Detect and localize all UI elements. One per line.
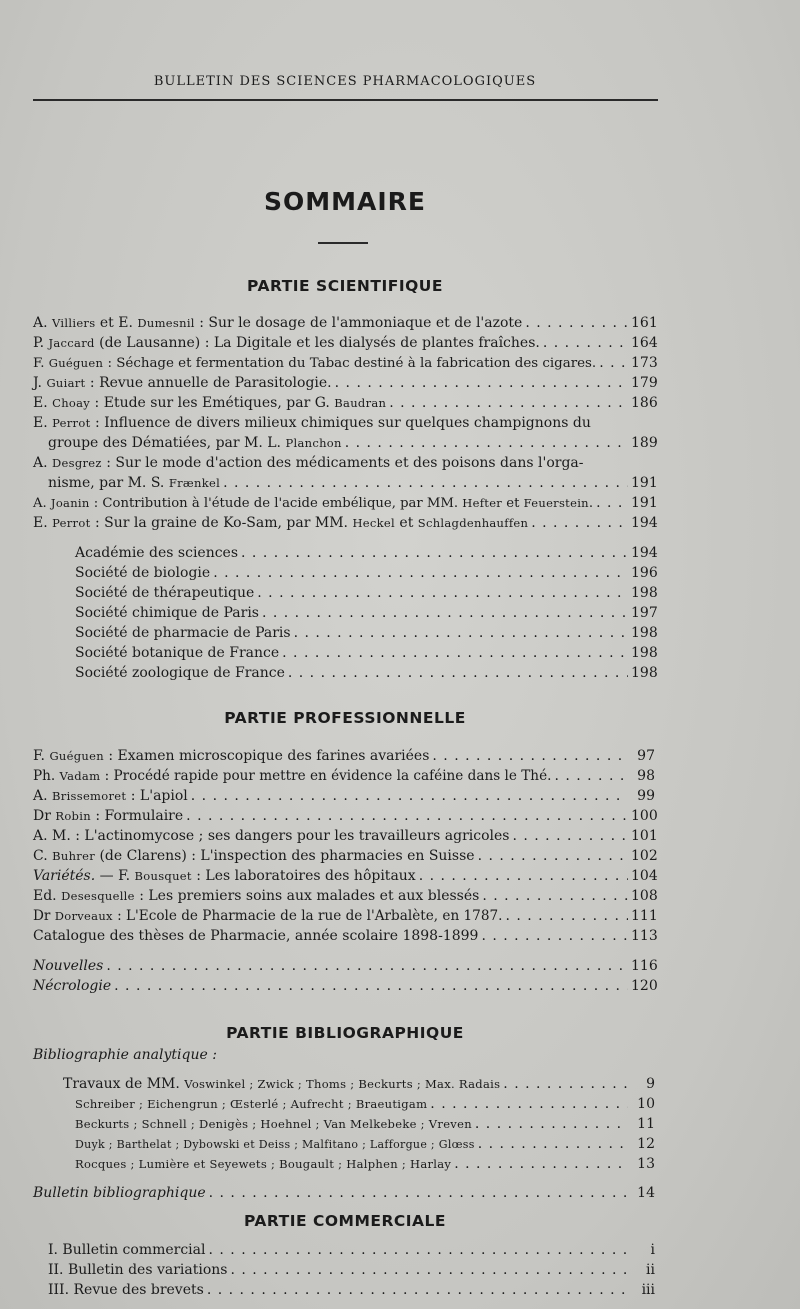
toc-entry-biblio: Travaux de MM. Voswinkel ; Zwick ; Thoms ; Beckurts ; Max. Radais . . . 9 (63, 1074, 655, 1094)
toc-entry: Ph. Vadam : Procédé rapide pour mettre en évidence la caféine dans le Thé. . . . 98 (33, 766, 655, 786)
toc-entry-bulletin-biblio: Bulletin bibliographique . . . 14 (33, 1183, 655, 1203)
toc-entry: A. M. : L'actinomycose ; ses dangers pour les travailleurs agricoles . . . 101 (33, 826, 655, 846)
toc-entry: J. Guiart : Revue annuelle de Parasitologie. . . . 179 (33, 373, 655, 393)
toc-entry-societe: Société de pharmacie de Paris . . . 198 (75, 623, 655, 643)
title-rule (318, 242, 368, 244)
toc-entry-societe: Société de thérapeutique . . . 198 (75, 583, 655, 603)
toc-entry: Variétés. — F. Bousquet : Les laboratoires des hôpitaux . . . 104 (33, 866, 655, 886)
page-title: SOMMAIRE (264, 187, 426, 216)
toc-entry: A. Joanin : Contribution à l'étude de l'acide embélique, par MM. Hefter et Feuerstein. . . . 191 (33, 493, 655, 514)
section-heading-professionnelle: PARTIE PROFESSIONNELLE (224, 709, 466, 727)
toc-entry-commerciale: I. Bulletin commercial . . . i (48, 1240, 655, 1260)
toc-entry-biblio: Beckurts ; Schnell ; Denigès ; Hoehnel ; Van Melkebeke ; Vreven . . . 11 (75, 1114, 655, 1134)
toc-entry: Catalogue des thèses de Pharmacie, année scolaire 1898-1899 . . . 113 (33, 926, 655, 946)
toc-entry-nouvelles: Nouvelles . . . 116 (33, 956, 655, 976)
header-rule (33, 99, 658, 101)
biblio-subheading: Bibliographie analytique : (33, 1047, 217, 1063)
toc-entry-commerciale: III. Revue des brevets . . . iii (48, 1280, 655, 1300)
toc-entry-societe: Société chimique de Paris . . . 197 (75, 603, 655, 623)
toc-entry: A. Villiers et E. Dumesnil : Sur le dosage de l'ammoniaque et de l'azote . . . 161 (33, 313, 655, 333)
toc-entry: Dr Robin : Formulaire . . . 100 (33, 806, 655, 826)
toc-entry-societe: Société botanique de France . . . 198 (75, 643, 655, 663)
toc-entry: P. Jaccard (de Lausanne) : La Digitale et les dialysés de plantes fraîches. . . . 164 (33, 333, 655, 353)
toc-entry: C. Buhrer (de Clarens) : L'inspection des pharmacies en Suisse . . . 102 (33, 846, 655, 866)
toc-entry: E. Choay : Etude sur les Emétiques, par G. Baudran . . . 186 (33, 393, 655, 413)
running-head: BULLETIN DES SCIENCES PHARMACOLOGIQUES (153, 74, 537, 89)
toc-entry: E. Perrot : Influence de divers milieux chimiques sur quelques champignons du (33, 415, 591, 431)
toc-entry: F. Guéguen : Examen microscopique des farines avariées . . . 97 (33, 746, 655, 766)
section-heading-bibliographique: PARTIE BIBLIOGRAPHIQUE (226, 1024, 464, 1042)
toc-entry: Ed. Desesquelle : Les premiers soins aux malades et aux blessés . . . 108 (33, 886, 655, 906)
toc-entry-necrologie: Nécrologie . . . 120 (33, 976, 655, 996)
toc-entry-societe: Société zoologique de France . . . 198 (75, 663, 655, 683)
toc-entry-commerciale: II. Bulletin des variations . . . ii (48, 1260, 655, 1280)
section-heading-commerciale: PARTIE COMMERCIALE (243, 1212, 447, 1230)
toc-entry: F. Guéguen : Séchage et fermentation du Tabac destiné à la fabrication des cigares. . . . 173 (33, 353, 655, 374)
section-heading-scientifique: PARTIE SCIENTIFIQUE (247, 277, 443, 295)
toc-entry: A. Brissemoret : L'apiol . . . 99 (33, 786, 655, 806)
toc-entry-continuation: nisme, par M. S. Frænkel . . . 191 (48, 473, 655, 493)
toc-entry-continuation: groupe des Dématiées, par M. L. Planchon . . . 189 (48, 433, 655, 453)
toc-entry-societe: Académie des sciences . . . 194 (75, 543, 655, 563)
toc-entry-biblio: Rocques ; Lumière et Seyewets ; Bougault ; Halphen ; Harlay . . . 13 (75, 1154, 655, 1174)
toc-entry: Dr Dorveaux : L'Ecole de Pharmacie de la rue de l'Arbalète, en 1787. . . . 111 (33, 906, 655, 926)
toc-entry: A. Desgrez : Sur le mode d'action des médicaments et des poisons dans l'orga- (33, 455, 584, 471)
toc-entry-biblio: Duyk ; Barthelat ; Dybowski et Deiss ; Malfitano ; Lafforgue ; Glœss . . . 12 (75, 1134, 655, 1155)
toc-entry: E. Perrot : Sur la graine de Ko-Sam, par MM. Heckel et Schlagdenhauffen . . . 194 (33, 513, 655, 533)
toc-entry-biblio: Schreiber ; Eichengrun ; Œsterlé ; Aufrecht ; Braeutigam . . . 10 (75, 1094, 655, 1114)
toc-entry-societe: Société de biologie . . . 196 (75, 563, 655, 583)
